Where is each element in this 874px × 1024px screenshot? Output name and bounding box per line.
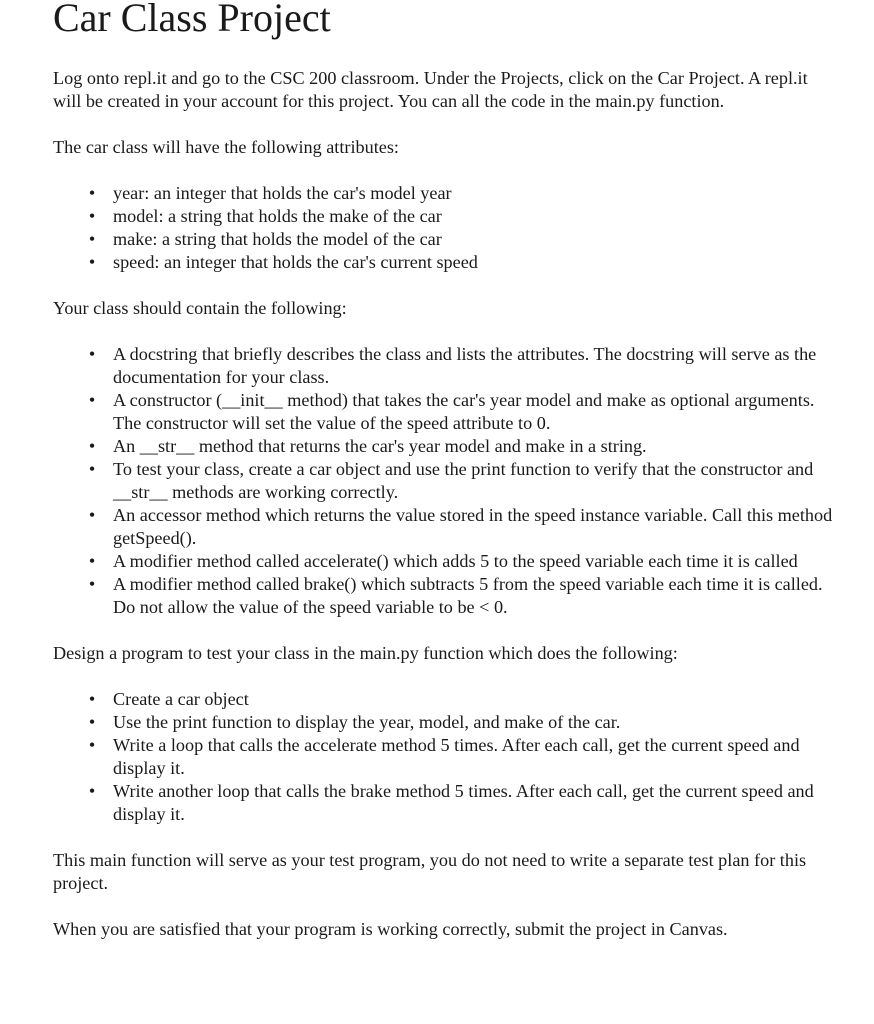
bullet-icon: • <box>88 574 96 594</box>
list-item <box>88 711 834 734</box>
list-item <box>88 389 834 435</box>
bullet-icon: • <box>88 344 96 364</box>
main-note-paragraph: This main function will serve as your test program, you do not need to write a separate test plan for this project. <box>53 850 807 893</box>
list-item <box>88 182 834 205</box>
bullet-icon: • <box>88 505 96 525</box>
bullet-icon: • <box>88 712 96 732</box>
list-item-text: A modifier method called brake() which subtracts 5 from the speed variable each time it is called. Do not allow the value of the speed variable to be < 0. <box>113 574 823 617</box>
bullet-icon: • <box>88 551 96 571</box>
design-heading: Design a program to test your class in the main.py function which does the following: <box>53 643 678 663</box>
list-item-text: An __str__ method that returns the car's year model and make in a string. <box>113 436 647 456</box>
bullet-icon: • <box>88 781 96 801</box>
list-item-text: Use the print function to display the year, model, and make of the car. <box>113 712 621 732</box>
list-item <box>88 205 834 228</box>
contain-list <box>53 343 834 619</box>
contain-heading: Your class should contain the following: <box>53 298 347 318</box>
design-list <box>53 688 834 826</box>
list-item <box>88 251 834 274</box>
bullet-icon: • <box>88 689 96 709</box>
intro-paragraph: Log onto repl.it and go to the CSC 200 classroom. Under the Projects, click on the Car Project. A repl.it will be created in your account for this project. You can all the code in the main.py function. <box>53 68 808 111</box>
attributes-list <box>53 182 834 274</box>
bullet-icon: • <box>88 229 96 249</box>
list-item <box>88 550 834 573</box>
list-item-text: make: a string that holds the model of the car <box>113 229 442 249</box>
list-item-text: Write another loop that calls the brake method 5 times. After each call, get the current speed and display it. <box>113 781 814 824</box>
bullet-icon: • <box>88 459 96 479</box>
list-item <box>88 343 834 389</box>
list-item <box>88 504 834 550</box>
list-item <box>88 458 834 504</box>
list-item-text: year: an integer that holds the car's model year <box>113 183 452 203</box>
list-item-text: A modifier method called accelerate() which adds 5 to the speed variable each time it is called <box>113 551 798 571</box>
list-item <box>88 734 834 780</box>
list-item <box>88 435 834 458</box>
bullet-icon: • <box>88 183 96 203</box>
list-item <box>88 228 834 251</box>
list-item-text: model: a string that holds the make of the car <box>113 206 442 226</box>
attributes-heading: The car class will have the following attributes: <box>53 137 399 157</box>
bullet-icon: • <box>88 252 96 272</box>
bullet-icon: • <box>88 206 96 226</box>
bullet-icon: • <box>88 735 96 755</box>
list-item-text: Create a car object <box>113 689 249 709</box>
list-item <box>88 780 834 826</box>
bullet-icon: • <box>88 390 96 410</box>
list-item-text: A docstring that briefly describes the class and lists the attributes. The docstring will serve as the documentation for your class. <box>113 344 817 387</box>
submit-note-paragraph: When you are satisfied that your program is working correctly, submit the project in Canvas. <box>53 919 728 939</box>
list-item-text: speed: an integer that holds the car's current speed <box>113 252 478 272</box>
list-item-text: A constructor (__init__ method) that takes the car's year model and make as optional arguments. The constructor will set the value of the speed attribute to 0. <box>113 390 815 433</box>
list-item-text: To test your class, create a car object and use the print function to verify that the constructor and __str__ methods are working correctly. <box>113 459 814 502</box>
list-item <box>88 573 834 619</box>
bullet-icon: • <box>88 436 96 456</box>
page-title: Car Class Project <box>53 0 331 40</box>
list-item <box>88 688 834 711</box>
list-item-text: An accessor method which returns the value stored in the speed instance variable. Call this method getSpeed(). <box>113 505 833 548</box>
list-item-text: Write a loop that calls the accelerate method 5 times. After each call, get the current speed and display it. <box>113 735 800 778</box>
